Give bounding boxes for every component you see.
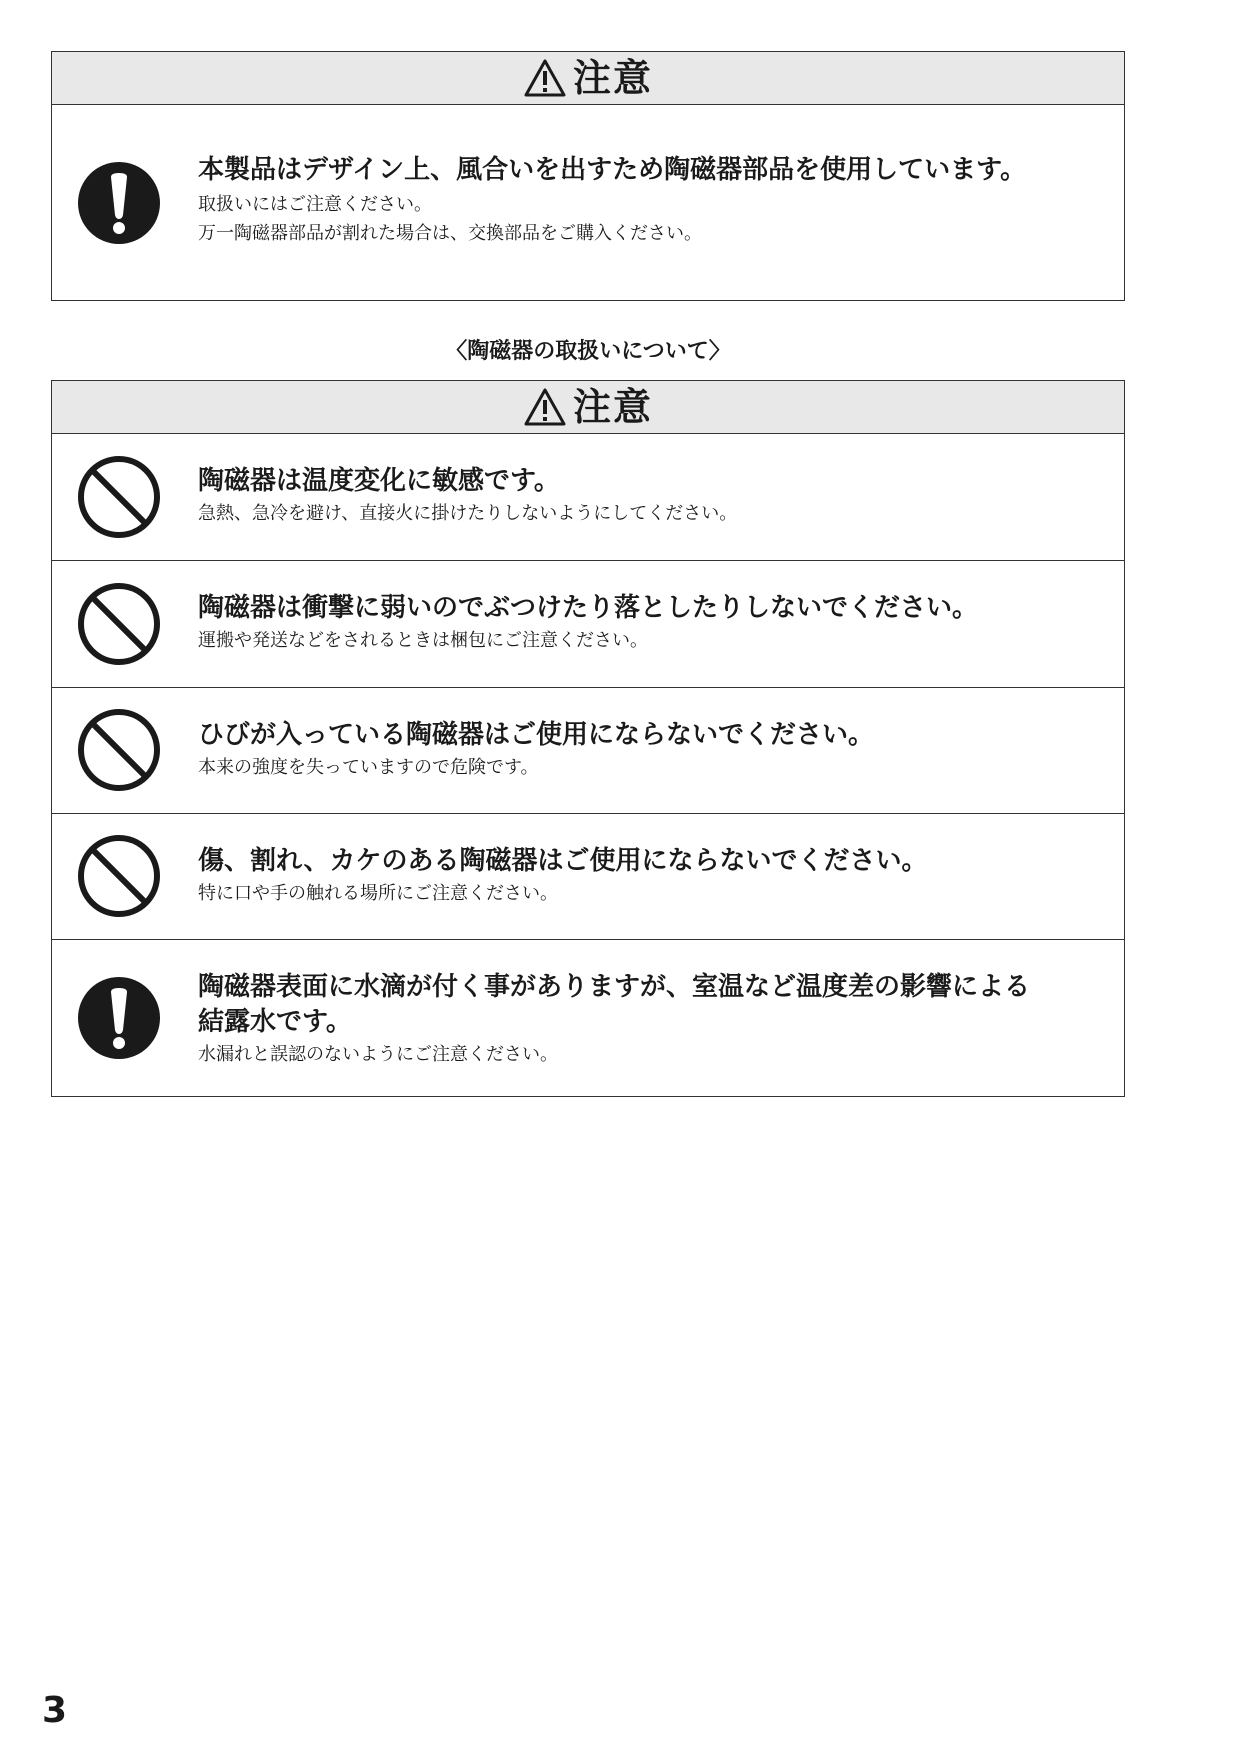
caution-box-2 <box>51 380 1125 1097</box>
caution-title: 注意 <box>572 56 653 100</box>
caution-sub-text: 本来の強度を失っていますので危険です。 <box>198 757 539 778</box>
caution-main-text-cont: 結露水です。 <box>198 1007 352 1037</box>
mandatory-exclamation-icon <box>77 976 161 1060</box>
warning-triangle-icon <box>523 58 567 98</box>
caution-item <box>52 434 1124 561</box>
caution-main-text: 本製品はデザイン上、風合いを出すため陶磁器部品を使用しています。 <box>198 155 1027 185</box>
caution-item <box>52 105 1124 301</box>
caution-title: 注意 <box>572 385 653 429</box>
caution-item <box>52 688 1124 814</box>
caution-box-1 <box>51 51 1125 301</box>
caution-main-text: 陶磁器は衝撃に弱いのでぶつけたり落としたりしないでください。 <box>198 593 979 623</box>
caution-main-text: 陶磁器表面に水滴が付く事がありますが、室温など温度差の影響による <box>198 972 1031 1002</box>
prohibition-icon <box>77 455 161 539</box>
caution-main-text: 陶磁器は温度変化に敏感です。 <box>198 466 560 496</box>
caution-sub-text: 急熱、急冷を避け、直接火に掛けたりしないようにしてください。 <box>198 503 738 524</box>
caution-sub-text: 運搬や発送などをされるときは梱包にご注意ください。 <box>198 630 648 651</box>
caution-item <box>52 561 1124 688</box>
caution-sub-text: 水漏れと誤認のないようにご注意ください。 <box>198 1044 558 1065</box>
caution-header <box>52 52 1124 105</box>
prohibition-icon <box>77 708 161 792</box>
prohibition-icon <box>77 582 161 666</box>
caution-item <box>52 940 1124 1096</box>
caution-sub-text: 特に口や手の触れる場所にご注意ください。 <box>198 883 558 904</box>
section-caption: 〈陶磁器の取扱いについて〉 <box>445 339 731 364</box>
caution-item <box>52 814 1124 940</box>
page-number: 3 <box>42 1690 68 1731</box>
caution-sub-text: 取扱いにはご注意ください。 <box>198 194 432 215</box>
prohibition-icon <box>77 834 161 918</box>
caution-header <box>52 381 1124 434</box>
caution-main-text: ひびが入っている陶磁器はご使用にならないでください。 <box>198 720 875 750</box>
caution-main-text: 傷、割れ、カケのある陶磁器はご使用にならないでください。 <box>198 846 928 876</box>
warning-triangle-icon <box>523 387 567 427</box>
caution-sub-text: 万一陶磁器部品が割れた場合は、交換部品をご購入ください。 <box>198 223 702 244</box>
mandatory-exclamation-icon <box>77 161 161 245</box>
